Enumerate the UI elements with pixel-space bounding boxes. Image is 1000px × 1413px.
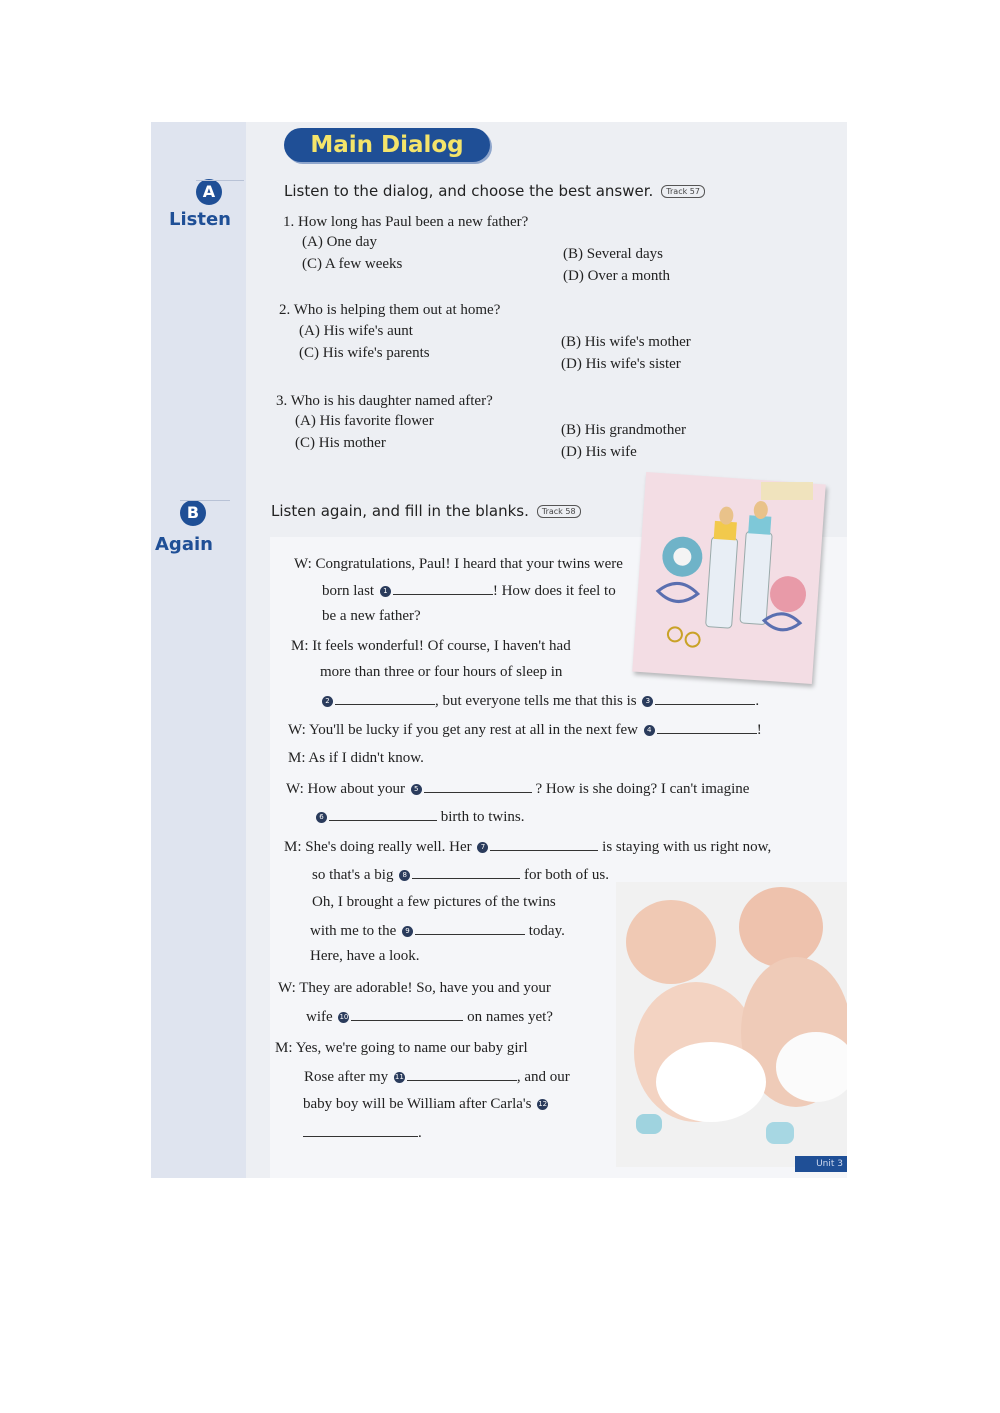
dialog-line-1b <box>322 582 616 600</box>
baby-items-card <box>632 472 826 684</box>
blank-7[interactable] <box>490 838 598 851</box>
blank-8[interactable] <box>412 866 520 879</box>
question-3 <box>276 393 493 410</box>
dialog-line-2c <box>320 692 759 710</box>
tape-strip <box>761 482 813 500</box>
dialog-line-3 <box>288 721 762 739</box>
question-text: Who is his daughter named after? <box>290 393 493 409</box>
sidebar-strip <box>151 122 246 1178</box>
dialog-line-5 <box>286 780 749 798</box>
blank-10[interactable] <box>351 1008 463 1021</box>
line-text: Rose after my <box>304 1069 389 1085</box>
line-text: W: How about your <box>286 781 406 797</box>
section-a-badge: A <box>196 179 222 205</box>
line-text: on names yet? <box>467 1009 553 1025</box>
blank-number-11: 11 <box>394 1073 404 1082</box>
line-text: ! <box>756 722 762 738</box>
q2-option-d[interactable]: (D) His wife's sister <box>561 356 681 372</box>
line-text: birth to twins. <box>440 809 525 825</box>
q3-option-d[interactable]: (D) His wife <box>561 444 637 460</box>
blank-number-4: 4 <box>644 725 655 736</box>
blank-9[interactable] <box>415 922 525 935</box>
line-text: . <box>418 1125 422 1141</box>
blank-number-1: 1 <box>380 586 391 597</box>
blank-number-5: 5 <box>411 784 422 795</box>
unit-footer: Unit 3 <box>795 1156 847 1172</box>
track-57-badge[interactable]: Track 57 <box>661 185 705 198</box>
dialog-line-4: M: As if I didn't know. <box>288 750 424 766</box>
q1-option-a[interactable]: (A) One day <box>302 234 377 250</box>
textbook-page <box>151 122 847 1178</box>
blank-2[interactable] <box>335 692 435 705</box>
blank-6[interactable] <box>329 808 437 821</box>
q3-option-b[interactable]: (B) His grandmother <box>561 422 686 438</box>
question-number: 2. <box>279 302 291 318</box>
track-58-badge[interactable]: Track 58 <box>537 505 581 518</box>
question-1 <box>283 214 528 231</box>
line-text: W: You'll be lucky if you get any rest at all in the next few <box>288 722 638 738</box>
question-number: 1. <box>283 214 295 230</box>
section-a-label: Listen <box>169 209 231 230</box>
blank-11[interactable] <box>407 1068 517 1081</box>
q3-option-a[interactable]: (A) His favorite flower <box>295 413 434 429</box>
blank-number-10: 10 <box>339 1013 349 1022</box>
blank-3[interactable] <box>655 692 755 705</box>
section-a-rule <box>196 180 244 181</box>
twin-babies-photo <box>616 882 847 1167</box>
question-text: Who is helping them out at home? <box>293 302 501 318</box>
q2-option-c[interactable]: (C) His wife's parents <box>299 345 430 361</box>
dialog-line-5c <box>314 808 525 826</box>
question-number: 3. <box>276 393 288 409</box>
question-2 <box>279 302 500 319</box>
blank-number-12: 12 <box>538 1100 548 1109</box>
dialog-line-8b <box>304 1068 570 1086</box>
q1-option-d[interactable]: (D) Over a month <box>563 268 671 284</box>
line-text: today. <box>528 923 565 939</box>
q2-option-b[interactable]: (B) His wife's mother <box>561 334 691 350</box>
q1-option-b[interactable]: (B) Several days <box>563 246 663 262</box>
blank-5[interactable] <box>424 780 532 793</box>
dialog-line-8e <box>303 1124 422 1142</box>
blank-number-7: 7 <box>477 842 488 853</box>
line-text: born last <box>322 583 375 599</box>
dialog-line-6h: Here, have a look. <box>310 948 420 964</box>
dialog-line-6e: Oh, I brought a few pictures of the twins <box>312 894 556 910</box>
dialog-line-1d: be a new father? <box>322 608 421 624</box>
baby-bottles-icon <box>632 472 826 684</box>
line-text: , but everyone tells me that this is <box>435 693 637 709</box>
instruction-text: Listen again, and fill in the blanks. <box>271 502 529 520</box>
line-text: for both of us. <box>523 867 609 883</box>
section-b-label: Again <box>155 534 213 555</box>
blank-number-8: 8 <box>399 870 410 881</box>
dialog-line-8d <box>303 1096 550 1113</box>
dialog-line-7b <box>306 1008 553 1026</box>
dialog-line-2a: M: It feels wonderful! Of course, I haven't had <box>291 638 571 654</box>
question-text: How long has Paul been a new father? <box>298 214 529 230</box>
line-text: ! How does it feel to <box>492 583 616 599</box>
page-title: Main Dialog <box>284 128 490 162</box>
q3-option-c[interactable]: (C) His mother <box>295 435 386 451</box>
dialog-line-7a: W: They are adorable! So, have you and your <box>278 980 551 996</box>
dialog-line-8a: M: Yes, we're going to name our baby girl <box>275 1040 528 1056</box>
line-text: , and our <box>516 1069 570 1085</box>
section-a-instruction <box>284 182 705 200</box>
blank-12[interactable] <box>303 1124 418 1137</box>
dialog-line-6f <box>310 922 565 940</box>
line-text: . <box>755 693 760 709</box>
q2-option-a[interactable]: (A) His wife's aunt <box>299 323 413 339</box>
section-b-rule <box>180 500 230 501</box>
section-b-badge: B <box>180 500 206 526</box>
blank-number-9: 9 <box>402 926 413 937</box>
blank-number-2: 2 <box>322 696 333 707</box>
dialog-line-2b: more than three or four hours of sleep in <box>320 664 563 680</box>
line-text: is staying with us right now, <box>602 839 772 855</box>
line-text: wife <box>306 1009 333 1025</box>
dialog-line-6a <box>284 838 771 856</box>
instruction-text: Listen to the dialog, and choose the best answer. <box>284 182 654 200</box>
dialog-line-6c <box>312 866 609 884</box>
line-text: ? How is she doing? I can't imagine <box>535 781 750 797</box>
blank-number-3: 3 <box>642 696 653 707</box>
blank-1[interactable] <box>393 582 493 595</box>
dialog-line-1a: W: Congratulations, Paul! I heard that your twins were <box>294 556 623 572</box>
line-text: with me to the <box>310 923 397 939</box>
q1-option-c[interactable]: (C) A few weeks <box>302 256 403 272</box>
section-b-instruction <box>271 502 581 520</box>
line-text: M: She's doing really well. Her <box>284 839 472 855</box>
blank-4[interactable] <box>657 721 757 734</box>
line-text: so that's a big <box>312 867 394 883</box>
line-text: baby boy will be William after Carla's <box>303 1096 532 1112</box>
blank-number-6: 6 <box>316 812 327 823</box>
